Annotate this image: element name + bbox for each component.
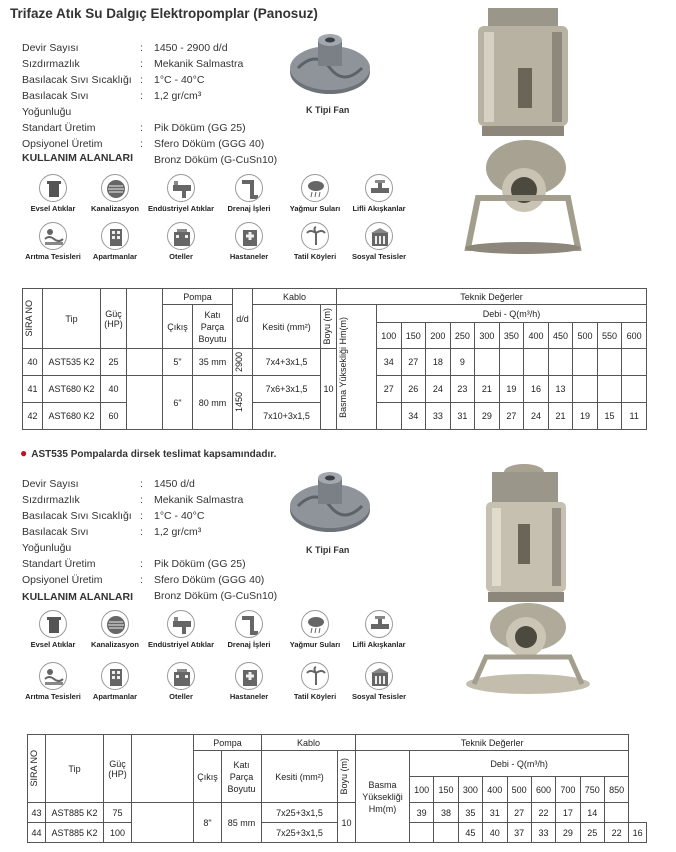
apartment-icon bbox=[101, 662, 129, 690]
debi-header-cell: 250 bbox=[450, 323, 475, 349]
debi-header-cell: 200 bbox=[426, 323, 451, 349]
table2-spacer bbox=[132, 735, 194, 803]
usage-item bbox=[82, 222, 148, 261]
spec-key: Basılacak Sıvı Yoğunluğu bbox=[22, 526, 89, 554]
usage-label: Hastaneler bbox=[229, 692, 269, 701]
k-type-fan-image-2 bbox=[286, 468, 374, 538]
usage-item bbox=[216, 610, 282, 649]
treatment-plant-icon bbox=[39, 662, 67, 690]
rain-cloud-icon bbox=[301, 174, 329, 202]
debi-header-cell: 100 bbox=[410, 777, 434, 803]
usage-item bbox=[148, 662, 214, 701]
usage-item bbox=[20, 174, 86, 213]
usage-label: Sosyal Tesisler bbox=[351, 252, 407, 261]
usage-label: Evsel Atıklar bbox=[30, 640, 76, 649]
spec-value: Sfero Döküm (GGG 40) bbox=[154, 138, 265, 150]
table2-header-teknik: Teknik Değerler bbox=[356, 735, 629, 751]
spec-colon bbox=[140, 152, 154, 168]
usage-label: Oteller bbox=[169, 692, 193, 701]
table-row: 41 AST680 K2 40 6" 80 mm 1450 7x6+3x1,5 27 26 24 23 21 19 16 13 bbox=[23, 376, 647, 403]
spec-row bbox=[22, 508, 277, 524]
spec-list-1 bbox=[22, 40, 277, 168]
spec-list-2 bbox=[22, 476, 277, 604]
apartment-icon bbox=[101, 222, 129, 250]
usage-item bbox=[216, 222, 282, 261]
rain-cloud-icon bbox=[301, 610, 329, 638]
spec-value: Pik Döküm (GG 25) bbox=[154, 122, 246, 134]
table2-header-cikis: Çıkış bbox=[194, 751, 222, 803]
usage-item bbox=[20, 222, 86, 261]
usage-item bbox=[148, 174, 214, 213]
spec-colon: : bbox=[140, 510, 143, 522]
usage-label: Drenaj İşleri bbox=[227, 204, 271, 213]
debi-header-cell: 550 bbox=[597, 323, 622, 349]
palm-tree-icon bbox=[301, 222, 329, 250]
spec-value: 1°C - 40°C bbox=[154, 74, 205, 86]
table-row: 43 AST885 K2 75 8" 85 mm 7x25+3x1,5 10 39 38 35 31 27 22 17 14 bbox=[28, 803, 647, 823]
spec-row bbox=[22, 72, 277, 88]
spec-key: Devir Sayısı bbox=[22, 478, 79, 490]
table2-header-kablo: Kablo bbox=[262, 735, 356, 751]
hotel-icon bbox=[167, 222, 195, 250]
spec-key: Basılacak Sıvı Yoğunluğu bbox=[22, 90, 89, 118]
usage-label: Yağmur Suları bbox=[289, 204, 341, 213]
page-title: Trifaze Atık Su Dalgıç Elektropomplar (Panosuz) bbox=[10, 6, 318, 21]
drain-pipe-icon bbox=[235, 610, 263, 638]
debi-header-cell: 600 bbox=[622, 323, 647, 349]
usage-label: Kanalizasyon bbox=[91, 204, 139, 213]
delivery-note: ● AST535 Pompalarda dirsek teslimat kapsamındadır. bbox=[20, 446, 277, 460]
usage-item bbox=[148, 610, 214, 649]
usage-label: Endüstriyel Atıklar bbox=[148, 640, 214, 649]
table1-header-cikis: Çıkış bbox=[163, 305, 193, 349]
valve-icon bbox=[365, 174, 393, 202]
usage-label: Lifli Akışkanlar bbox=[352, 204, 406, 213]
usage-label: Sosyal Tesisler bbox=[351, 692, 407, 701]
industrial-pipe-icon bbox=[167, 174, 195, 202]
usage-item bbox=[20, 662, 86, 701]
spec-row bbox=[22, 56, 277, 72]
table1-header-dd: d/d bbox=[233, 289, 253, 349]
usage-item bbox=[82, 174, 148, 213]
usage-item bbox=[346, 662, 412, 701]
palm-tree-icon bbox=[301, 662, 329, 690]
table1-header-pompa: Pompa bbox=[163, 289, 233, 305]
table2-header-guc: Güç (HP) bbox=[104, 735, 132, 803]
spec-key: Opsiyonel Üretim bbox=[22, 574, 103, 586]
manhole-icon bbox=[101, 174, 129, 202]
usage-item bbox=[216, 174, 282, 213]
spec-value: Mekanik Salmastra bbox=[154, 494, 244, 506]
usage-label: Tatil Köyleri bbox=[293, 252, 337, 261]
table1-header-tip: Tip bbox=[43, 289, 101, 349]
valve-icon bbox=[365, 610, 393, 638]
spec-table-1 bbox=[22, 288, 647, 430]
industrial-pipe-icon bbox=[167, 610, 195, 638]
table2-header-sira: SIRA NO bbox=[28, 735, 46, 803]
spec-value: Mekanik Salmastra bbox=[154, 58, 244, 70]
usage-label: Oteller bbox=[169, 252, 193, 261]
usage-item bbox=[148, 222, 214, 261]
spec-colon: : bbox=[140, 526, 143, 538]
spec-colon: : bbox=[140, 574, 143, 586]
usage-item bbox=[20, 610, 86, 649]
fan-label-2: K Tipi Fan bbox=[306, 545, 350, 555]
spec-colon: : bbox=[140, 42, 143, 54]
trash-bin-icon bbox=[39, 610, 67, 638]
debi-header-cell: 150 bbox=[401, 323, 426, 349]
debi-header-cell: 850 bbox=[605, 777, 629, 803]
table2-header-kati: Katı Parça Boyutu bbox=[222, 751, 262, 803]
table2-header-debi: Debi - Q(m³/h) bbox=[410, 751, 629, 777]
spec-value: Bronz Döküm (G-CuSn10) bbox=[154, 590, 278, 602]
spec-value: 1,2 gr/cm³ bbox=[154, 526, 202, 538]
spec-key: Sızdırmazlık bbox=[22, 58, 80, 70]
spec-value: Bronz Döküm (G-CuSn10) bbox=[154, 154, 278, 166]
usage-item bbox=[82, 662, 148, 701]
spec-row bbox=[22, 572, 277, 588]
manhole-icon bbox=[101, 610, 129, 638]
spec-colon: : bbox=[140, 90, 143, 102]
table1-header-sira: SIRA NO bbox=[23, 289, 43, 349]
table1-spacer bbox=[127, 289, 163, 349]
usage-label: Arıtma Tesisleri bbox=[25, 692, 81, 701]
hospital-icon bbox=[235, 662, 263, 690]
spec-key: Basılacak Sıvı Sıcaklığı bbox=[22, 74, 132, 86]
spec-table-2 bbox=[27, 734, 647, 843]
usage-label: Apartmanlar bbox=[92, 692, 138, 701]
debi-header-cell: 300 bbox=[458, 777, 482, 803]
debi-header-cell: 700 bbox=[556, 777, 580, 803]
usage-label: Endüstriyel Atıklar bbox=[148, 204, 214, 213]
pump-image-2 bbox=[462, 462, 594, 702]
usage-label: Apartmanlar bbox=[92, 252, 138, 261]
table1-header-basma: Basma Yüksekliği Hm(m) bbox=[337, 305, 377, 430]
table2-header-boyu: Boyu (m) bbox=[338, 751, 356, 803]
fan-label-1: K Tipi Fan bbox=[306, 105, 350, 115]
table1-header-kesit: Kesiti (mm²) bbox=[253, 305, 321, 349]
usage-item bbox=[282, 222, 348, 261]
spec-row bbox=[22, 120, 277, 136]
usage-title-1: KULLANIM ALANLARI bbox=[22, 152, 134, 164]
spec-row bbox=[22, 492, 277, 508]
spec-value: Pik Döküm (GG 25) bbox=[154, 558, 246, 570]
drain-pipe-icon bbox=[235, 174, 263, 202]
usage-label: Drenaj İşleri bbox=[227, 640, 271, 649]
usage-label: Tatil Köyleri bbox=[293, 692, 337, 701]
spec-colon bbox=[140, 588, 154, 604]
usage-item bbox=[346, 610, 412, 649]
usage-item bbox=[346, 222, 412, 261]
table1-header-kati: Katı Parça Boyutu bbox=[193, 305, 233, 349]
debi-header-cell: 400 bbox=[524, 323, 549, 349]
debi-header-cell: 100 bbox=[377, 323, 402, 349]
usage-label: Hastaneler bbox=[229, 252, 269, 261]
spec-row bbox=[22, 524, 277, 556]
usage-label: Yağmur Suları bbox=[289, 640, 341, 649]
spec-row bbox=[22, 136, 277, 152]
usage-label: Evsel Atıklar bbox=[30, 204, 76, 213]
usage-item bbox=[282, 610, 348, 649]
usage-item bbox=[82, 610, 148, 649]
spec-key: Devir Sayısı bbox=[22, 42, 79, 54]
table1-header-teknik: Teknik Değerler bbox=[337, 289, 647, 305]
spec-colon: : bbox=[140, 58, 143, 70]
usage-title-2: KULLANIM ALANLARI bbox=[22, 591, 134, 603]
trash-bin-icon bbox=[39, 174, 67, 202]
table2-header-pompa: Pompa bbox=[194, 735, 262, 751]
k-type-fan-image bbox=[286, 30, 374, 100]
spec-value: 1450 d/d bbox=[154, 478, 195, 490]
debi-header-cell: 400 bbox=[483, 777, 507, 803]
table-row: 40 AST535 K2 25 5" 35 mm 2900 7x4+3x1,5 10 34 27 18 9 bbox=[23, 349, 647, 376]
table1-header-boyu: Boyu (m) bbox=[321, 305, 337, 349]
spec-colon: : bbox=[140, 74, 143, 86]
social-building-icon bbox=[365, 662, 393, 690]
table-row: 44 AST885 K2 100 7x25+3x1,5 45 40 37 33 29 25 22 16 bbox=[28, 823, 647, 843]
pump-image-1 bbox=[448, 8, 598, 258]
table1-header-guc: Güç (HP) bbox=[101, 289, 127, 349]
usage-item bbox=[216, 662, 282, 701]
debi-header-cell: 450 bbox=[548, 323, 573, 349]
spec-row bbox=[22, 40, 277, 56]
spec-colon: : bbox=[140, 558, 143, 570]
spec-colon: : bbox=[140, 478, 143, 490]
spec-value: 1450 - 2900 d/d bbox=[154, 42, 228, 54]
table2-header-kesit: Kesiti (mm²) bbox=[262, 751, 338, 803]
debi-header-cell: 300 bbox=[475, 323, 500, 349]
debi-header-cell: 350 bbox=[499, 323, 524, 349]
debi-header-cell: 750 bbox=[580, 777, 604, 803]
usage-label: Kanalizasyon bbox=[91, 640, 139, 649]
debi-header-cell: 600 bbox=[531, 777, 555, 803]
debi-header-cell: 500 bbox=[507, 777, 531, 803]
bullet-icon: ● bbox=[20, 446, 28, 460]
hospital-icon bbox=[235, 222, 263, 250]
spec-value: 1,2 gr/cm³ bbox=[154, 90, 202, 102]
table2-header-tip: Tip bbox=[46, 735, 104, 803]
spec-row bbox=[22, 556, 277, 572]
spec-key: Opsiyonel Üretim bbox=[22, 138, 103, 150]
usage-item bbox=[346, 174, 412, 213]
spec-key: Standart Üretim bbox=[22, 558, 96, 570]
spec-row bbox=[22, 476, 277, 492]
spec-colon: : bbox=[140, 122, 143, 134]
usage-item bbox=[282, 662, 348, 701]
debi-header-cell: 150 bbox=[434, 777, 458, 803]
debi-header-cell: 500 bbox=[573, 323, 598, 349]
spec-row bbox=[22, 88, 277, 120]
table2-header-basma: Basma Yüksekliği Hm(m) bbox=[356, 751, 410, 843]
spec-key: Sızdırmazlık bbox=[22, 494, 80, 506]
treatment-plant-icon bbox=[39, 222, 67, 250]
usage-item bbox=[282, 174, 348, 213]
table1-header-kablo: Kablo bbox=[253, 289, 337, 305]
usage-label: Lifli Akışkanlar bbox=[352, 640, 406, 649]
spec-key: Standart Üretim bbox=[22, 122, 96, 134]
spec-colon: : bbox=[140, 138, 143, 150]
table1-header-debi: Debi - Q(m³/h) bbox=[377, 305, 647, 323]
spec-key: Basılacak Sıvı Sıcaklığı bbox=[22, 510, 132, 522]
usage-label: Arıtma Tesisleri bbox=[25, 252, 81, 261]
hotel-icon bbox=[167, 662, 195, 690]
spec-value: Sfero Döküm (GGG 40) bbox=[154, 574, 265, 586]
social-building-icon bbox=[365, 222, 393, 250]
spec-colon: : bbox=[140, 494, 143, 506]
spec-value: 1°C - 40°C bbox=[154, 510, 205, 522]
table-row: 42 AST680 K2 60 7x10+3x1,5 34 33 31 29 27 24 21 19 15 11 bbox=[23, 403, 647, 430]
